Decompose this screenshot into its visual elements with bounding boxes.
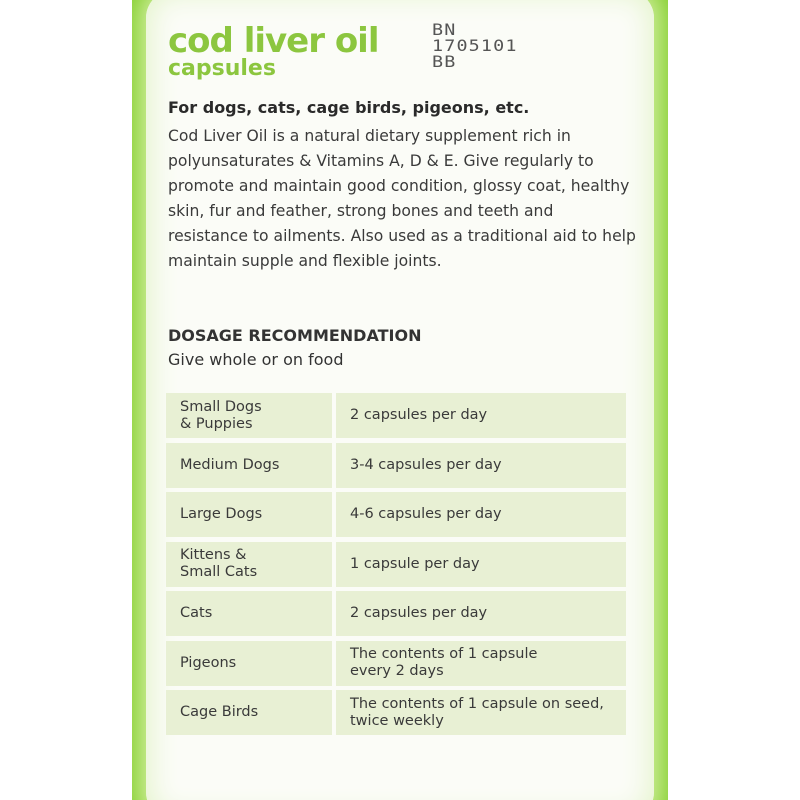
animal-label: Medium Dogs [180,456,280,473]
dose-label: 3-4 capsules per day [350,456,502,473]
dose-cell [336,542,626,587]
batch-code-stamp: BN 1705101 BB [432,20,518,71]
animal-cell [166,393,332,438]
animal-cell [166,542,332,587]
animal-label: Small Dogs & Puppies [180,398,262,432]
dose-cell [336,443,626,488]
dose-label: The contents of 1 capsule on seed, twice weekly [350,695,604,729]
dose-cell [336,393,626,438]
dose-cell [336,641,626,686]
table-row [166,443,626,488]
animal-cell [166,443,332,488]
animal-cell [166,492,332,537]
animal-label: Cats [180,605,213,621]
animal-label: Cage Birds [180,704,259,720]
dose-cell [336,492,626,537]
animal-label: Large Dogs [180,506,263,522]
table-row [166,492,626,537]
dose-cell [336,591,626,636]
product-description: Cod Liver Oil is a natural dietary supplement rich in polyunsaturates & Vitamins A, D & E. Give regularly to promote and maintain good condition, glossy coat, healthy skin, fur and feather, strong bones and teeth and resistance to ailments. Also used as a traditional aid to help maintain supple and flexible joints. [168,127,636,270]
dosage-table [166,393,626,740]
dose-label: 1 capsule per day [350,555,480,572]
dosage-subheading: Give whole or on food [168,350,344,369]
animal-label: Kittens & Small Cats [180,547,258,580]
target-animals-line: For dogs, cats, cage birds, pigeons, etc. [168,98,530,117]
dose-label: 2 capsules per day [350,407,488,423]
product-title: cod liver oil [168,21,379,61]
dose-label: The contents of 1 capsule every 2 days [350,646,538,679]
table-row [166,641,626,686]
dose-label: 4-6 capsules per day [350,506,502,522]
product-subtitle: capsules [168,56,276,81]
table-row [166,591,626,636]
table-row [166,542,626,587]
dose-label: 2 capsules per day [350,605,488,621]
animal-cell [166,690,332,735]
dose-cell [336,690,626,735]
dosage-heading: DOSAGE RECOMMENDATION [168,326,422,345]
animal-cell [166,641,332,686]
animal-label: Pigeons [180,654,237,671]
table-row [166,690,626,735]
animal-cell [166,591,332,636]
table-row [166,393,626,438]
